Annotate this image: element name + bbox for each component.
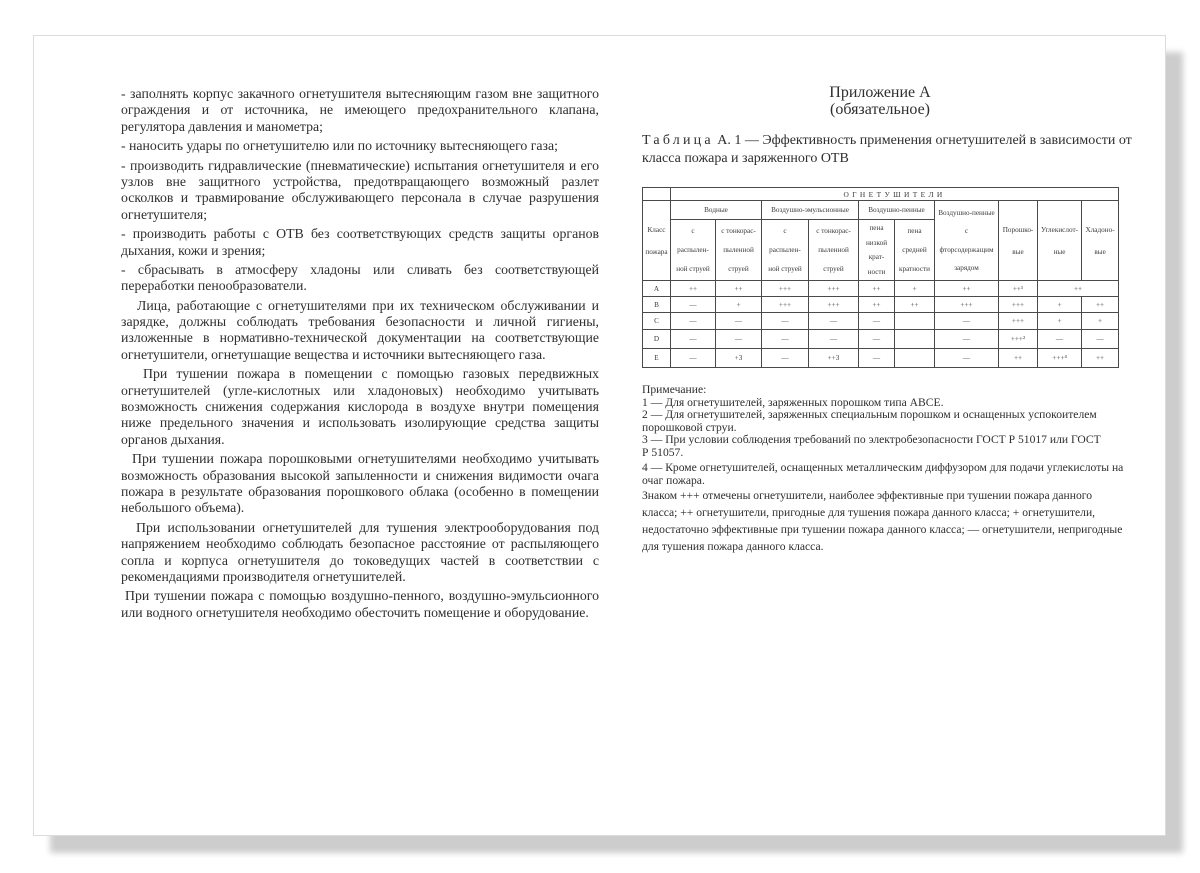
header-text: струей <box>728 265 749 274</box>
value-cell: +++ <box>999 297 1038 313</box>
table-row <box>643 313 1119 330</box>
text-line: возможность образования высокой запыленности и снижения видимости очага <box>121 467 599 483</box>
value-cell: ++ <box>716 281 762 297</box>
value-cell: — <box>935 313 999 330</box>
note-3 <box>642 434 1132 459</box>
value-cell: + <box>716 297 762 313</box>
header-text: Порошко- <box>1002 225 1034 234</box>
header-text: пена <box>907 226 922 235</box>
text-line: напряжением необходимо соблюдать безопасное расстояние от распыляющего <box>121 536 599 552</box>
legend-line: Знаком +++ отмечены огнетушители, наиболее эффективные при тушении пожара данного <box>642 489 1093 503</box>
header-text: пожара <box>645 247 668 256</box>
header-text: вые <box>1094 247 1106 256</box>
value-cell: ++ <box>1082 349 1119 368</box>
header-air-foam-fluorine <box>935 201 999 281</box>
value-cell: +++ <box>999 313 1038 330</box>
class-cell: A <box>643 281 671 297</box>
value-cell: ++ <box>895 297 935 313</box>
value-cell: +++ <box>935 297 999 313</box>
note-2 <box>642 409 1132 434</box>
note-line: 3 — При условии соблюдения требований по электробезопасности ГОСТ Р 51017 или ГОСТ <box>642 433 1101 447</box>
value-cell: — <box>671 349 716 368</box>
class-cell: D <box>643 330 671 349</box>
value-cell: — <box>716 313 762 330</box>
document-page <box>33 35 1166 836</box>
header-text: пена <box>869 224 884 233</box>
value-cell: + <box>1038 297 1082 313</box>
text-line: огнетушители, огнетушащие вещества и источники вытесняющего газа. <box>121 346 546 362</box>
header-text: с <box>783 226 787 235</box>
header-text: низкой <box>865 238 888 247</box>
value-cell <box>895 349 935 368</box>
value-cell: ++3 <box>809 349 859 368</box>
text-line: или водного огнетушителя необходимо обесточить помещение и оборудование. <box>121 604 589 620</box>
class-cell: B <box>643 297 671 313</box>
table-header-row <box>643 188 1119 201</box>
text-line: - наносить удары по огнетушителю или по источнику вытесняющего газа; <box>121 138 558 154</box>
text-line: При тушении пожара с помощью воздушно-пенного, воздушно-эмульсионного <box>125 588 599 604</box>
text-line: пожара в результате образования порошкового облака (особенно в помещении <box>121 483 599 499</box>
text-line: зарядке, должны соблюдать требования безопасности и личной гигиены, <box>121 314 599 330</box>
table-caption <box>642 132 1132 168</box>
value-cell: — <box>762 330 809 349</box>
table-header-row <box>643 201 1119 220</box>
paragraph-maintenance-staff <box>121 298 599 364</box>
note-4 <box>642 462 1132 487</box>
text-line: дыхания, кожи и зрения; <box>121 242 266 258</box>
value-cell: — <box>809 330 859 349</box>
value-cell: ++¹ <box>999 281 1038 297</box>
value-cell-merged: ++ <box>1038 281 1119 297</box>
header-text: ной струей <box>676 265 710 274</box>
header-text: ные <box>1053 247 1066 256</box>
paragraph-bullet-3 <box>121 158 599 224</box>
value-cell <box>895 330 935 349</box>
value-cell: +++⁴ <box>1038 349 1082 368</box>
value-cell: +++ <box>762 281 809 297</box>
class-cell: C <box>643 313 671 330</box>
note-line: 1 — Для огнетушителей, заряженных порошком типа АВСЕ. <box>642 395 944 409</box>
header-halon <box>1082 201 1119 281</box>
caption-line <box>642 132 1132 150</box>
header-text: с тонкорас- <box>816 226 851 235</box>
value-cell: +++ <box>809 297 859 313</box>
header-text: фторсодержащим <box>939 245 994 254</box>
text-line: - производить гидравлические (пневматические) испытания огнетушителя и его <box>121 157 599 173</box>
value-cell: — <box>1038 330 1082 349</box>
paragraph-bullet-5 <box>121 262 599 295</box>
header-blank-cell <box>643 188 671 201</box>
value-cell: ++ <box>999 349 1038 368</box>
text-line: узлов вне защитного устройства, предотвращающего возможный разлет <box>121 173 599 189</box>
paragraph-bullet-1 <box>121 86 599 135</box>
subheader-water-fine-spray <box>716 220 762 281</box>
text-line: небольшого объема). <box>121 500 245 516</box>
text-line: - сбрасывать в атмосферу хладоны или сливать без соответствующей <box>121 261 599 277</box>
paragraph-bullet-4 <box>121 226 599 259</box>
text-line: регулятора давления и манометра; <box>121 118 323 134</box>
header-text: Хладоно- <box>1085 225 1115 234</box>
text-line: рекомендациями производителя огнетушителей. <box>121 568 406 584</box>
appendix-subtitle: (обязательное) <box>830 101 930 118</box>
effectiveness-table <box>642 187 1119 368</box>
paragraph-gas-extinguishers <box>121 366 599 448</box>
value-cell: ++ <box>859 281 895 297</box>
value-cell: — <box>671 313 716 330</box>
value-cell <box>895 313 935 330</box>
value-cell: ++ <box>935 281 999 297</box>
header-carbon-dioxide <box>1038 201 1082 281</box>
value-cell: — <box>762 313 809 330</box>
header-text: кратности <box>898 265 931 274</box>
value-cell: +++ <box>762 297 809 313</box>
group-header-water: Водные <box>671 201 762 220</box>
header-text: зарядом <box>954 264 979 273</box>
note-line: очаг пожара. <box>642 473 705 487</box>
header-text: вые <box>1012 247 1024 256</box>
value-cell: — <box>809 313 859 330</box>
header-text: ной струей <box>768 265 802 274</box>
header-text: Углекислот- <box>1041 225 1078 234</box>
caption-text: А. 1 — Эффективность применения огнетушителей в зависимости от <box>717 133 1132 148</box>
paragraph-bullet-2 <box>121 138 599 154</box>
table-title-cell: ОГНЕТУШИТЕЛИ <box>671 188 1119 201</box>
text-line: огнетушителей (угле-кислотных или хладоновых) необходимо учитывать <box>121 382 599 398</box>
left-column-text <box>121 86 599 624</box>
note-line: Р 51057. <box>642 445 684 459</box>
subheader-emulsion-spray <box>762 220 809 281</box>
header-text: крат- <box>868 253 885 262</box>
note-line: порошковой струи. <box>642 420 737 434</box>
value-cell: — <box>859 349 895 368</box>
value-cell: +++² <box>999 330 1038 349</box>
text-line: органов дыхания. <box>121 431 225 447</box>
text-line: - производить работы с ОТВ без соответствующих средств защиты органов <box>121 226 599 242</box>
value-cell: +++ <box>809 281 859 297</box>
header-text: струей <box>823 265 844 274</box>
value-cell: ++ <box>1082 297 1119 313</box>
value-cell: + <box>1082 313 1119 330</box>
header-text: распылен- <box>769 245 801 254</box>
symbol-legend <box>642 487 1132 555</box>
subheader-water-spray <box>671 220 716 281</box>
header-text: ности <box>867 267 886 276</box>
text-line: огнетушителя; <box>121 206 208 222</box>
group-header-air-foam: Воздушно-пенные <box>859 201 935 220</box>
text-line: Лица, работающие с огнетушителями при их техническом обслуживании и <box>137 297 599 313</box>
table-row <box>643 297 1119 313</box>
legend-line: для тушения пожара данного класса. <box>642 540 824 554</box>
header-text: пыленной <box>723 245 754 254</box>
legend-line: класса; ++ огнетушители, пригодные для тушения пожара данного класса; + огнетушители, <box>642 506 1096 520</box>
header-text: средней <box>902 245 927 254</box>
appendix-title: Приложение А <box>829 84 931 101</box>
value-cell: + <box>895 281 935 297</box>
table-row <box>643 281 1119 297</box>
legend-line: недостаточно эффективные при тушении пожара данного класса; — огнетушители, непригодные <box>642 523 1123 537</box>
table-row <box>643 330 1119 349</box>
header-text: Воздушно-пенные <box>938 208 995 217</box>
notes-heading: Примечание: <box>642 383 707 396</box>
value-cell: — <box>935 330 999 349</box>
effectiveness-table-container <box>642 187 1118 368</box>
note-line: 4 — Кроме огнетушителей, оснащенных металлическим диффузором для подачи углекислоты на <box>642 460 1124 474</box>
subheader-foam-medium <box>895 220 935 281</box>
text-line: При использовании огнетушителей для тушения электрооборудования под <box>136 519 599 535</box>
value-cell: +3 <box>716 349 762 368</box>
value-cell: — <box>762 349 809 368</box>
value-cell: — <box>935 349 999 368</box>
subheader-emulsion-fine-spray <box>809 220 859 281</box>
paragraph-electrical-equipment <box>121 520 599 586</box>
text-line: При тушении пожара порошковыми огнетушителями необходимо учитывать <box>132 451 599 467</box>
paragraph-powder-extinguishers <box>121 451 599 517</box>
value-cell: + <box>1038 313 1082 330</box>
value-cell: ++ <box>671 281 716 297</box>
text-line: переработки пенообразователи. <box>121 278 307 294</box>
header-text: с тонкорас- <box>721 226 756 235</box>
note-line: 2 — Для огнетушителей, заряженных специальным порошком и оснащенных успокоителем <box>642 408 1097 422</box>
class-cell: E <box>643 349 671 368</box>
class-header-cell <box>643 201 671 281</box>
value-cell: — <box>859 313 895 330</box>
text-line: осколков и травмирование обслуживающего персонала в случае разрушения <box>121 190 599 206</box>
subheader-foam-low <box>859 220 895 281</box>
caption-prefix: Таблица <box>642 133 714 148</box>
value-cell: — <box>671 330 716 349</box>
header-text: с <box>691 226 695 235</box>
text-line: возможность снижения содержания кислорода в воздухе внутри помещения <box>121 399 599 415</box>
header-text: пыленной <box>818 245 849 254</box>
header-text: с <box>964 227 969 236</box>
value-cell: — <box>859 330 895 349</box>
value-cell: — <box>671 297 716 313</box>
caption-line: класса пожара и заряженного ОТВ <box>642 151 849 166</box>
header-text: Класс <box>647 225 666 234</box>
paragraph-deenergize <box>121 588 599 621</box>
value-cell: — <box>1082 330 1119 349</box>
header-powder <box>999 201 1038 281</box>
text-line: ограждения и от источника, не имеющего предохранительного клапана, <box>121 102 599 118</box>
value-cell: ++ <box>859 297 895 313</box>
appendix-heading <box>642 84 1118 118</box>
text-line: - заполнять корпус закачного огнетушителя вытесняющим газом вне защитного <box>121 86 599 101</box>
text-line: При тушении пожара в помещении с помощью газовых передвижных <box>143 366 599 382</box>
text-line: сопла и корпуса огнетушителя до токоведущих частей в соответствии с <box>121 552 599 568</box>
text-line: изложенные в нормативно-технической документации на соответствующие <box>121 330 599 346</box>
table-notes <box>642 384 1132 555</box>
value-cell: — <box>716 330 762 349</box>
table-row <box>643 349 1119 368</box>
header-text: распылен- <box>677 245 709 254</box>
group-header-air-emulsion: Воздушно-эмульсионные <box>762 201 859 220</box>
text-line: ниже предельного значения и использовать изолирующие средства защиты <box>121 415 599 431</box>
